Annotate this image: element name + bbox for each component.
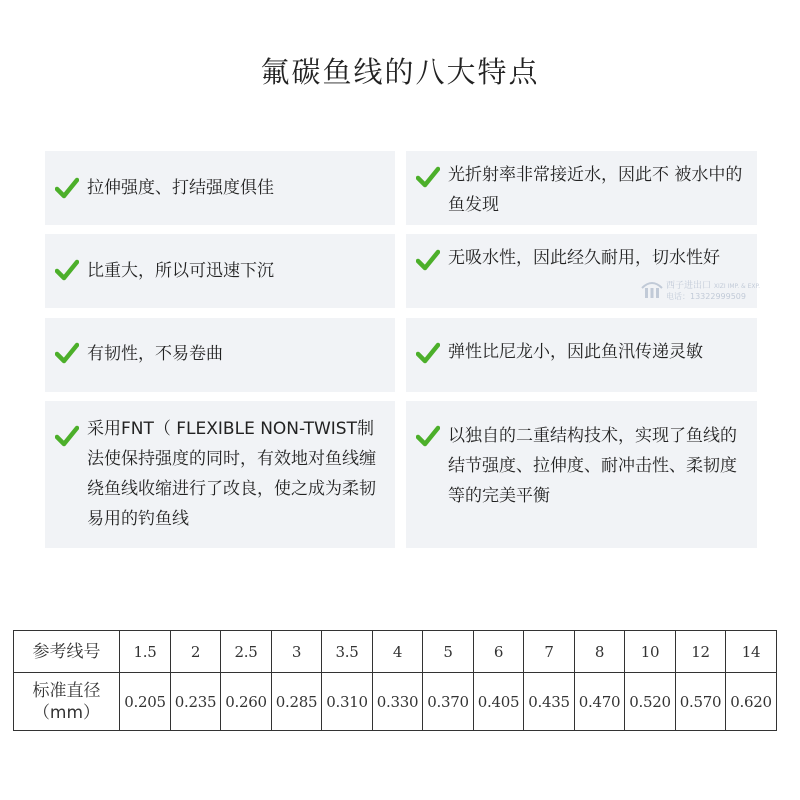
diameter-cell: 0.205 (120, 673, 171, 731)
spec-table (13, 630, 777, 731)
size-cell: 3.5 (322, 631, 373, 673)
diameter-cell: 0.470 (575, 673, 625, 731)
check-icon (416, 425, 440, 447)
feature-text-3: 比重大，所以可迅速下沉 (87, 261, 274, 281)
diameter-cell: 0.405 (474, 673, 524, 731)
feature-text-6: 弹性比尼龙小，因此鱼汛传递灵敏 (448, 342, 703, 362)
size-cell: 7 (524, 631, 575, 673)
diameter-cell: 0.570 (676, 673, 726, 731)
diameter-cell: 0.260 (221, 673, 272, 731)
size-cell: 4 (373, 631, 423, 673)
size-cell: 8 (575, 631, 625, 673)
feature-card-1 (45, 151, 395, 225)
table-header-diameter-unit: （mm） (32, 702, 101, 723)
feature-card-8 (406, 401, 757, 548)
feature-text-1: 拉伸强度、打结强度俱佳 (87, 178, 274, 198)
diameter-cell: 0.370 (423, 673, 474, 731)
watermark-phone: 电话：13322999509 (666, 292, 746, 301)
table-row-diameters (14, 673, 777, 731)
page-title: 氟碳鱼线的八大特点 (260, 55, 540, 89)
diameter-cell: 0.285 (272, 673, 322, 731)
feature-text-5: 有韧性，不易卷曲 (87, 344, 223, 364)
check-icon (416, 342, 440, 364)
size-cell: 12 (676, 631, 726, 673)
size-cell: 10 (625, 631, 676, 673)
watermark-name: 西子进出口 XIZI IMP. & EXP. (666, 281, 761, 291)
table-header-size: 参考线号 (14, 631, 120, 673)
check-icon (55, 177, 79, 199)
feature-text-8: 以独自的二重结构技术，实现了鱼线的结节强度、拉伸度、耐冲击性、柔韧度等的完美平衡 (448, 426, 737, 506)
table-row-sizes (14, 631, 777, 673)
size-cell: 2.5 (221, 631, 272, 673)
table-header-diameter-label: 标准直径 (32, 680, 101, 701)
feature-text-2: 光折射率非常接近水，因此不 被水中的鱼发现 (448, 165, 743, 215)
diameter-cell: 0.435 (524, 673, 575, 731)
size-cell: 5 (423, 631, 474, 673)
feature-card-4 (406, 234, 757, 308)
feature-card-7 (45, 401, 395, 548)
table-header-diameter (14, 673, 120, 731)
feature-card-6 (406, 318, 757, 392)
diameter-cell: 0.620 (726, 673, 777, 731)
size-cell: 1.5 (120, 631, 171, 673)
feature-card-5 (45, 318, 395, 392)
diameter-cell: 0.330 (373, 673, 423, 731)
feature-text-4: 无吸水性，因此经久耐用，切水性好 (448, 248, 720, 268)
check-icon (55, 425, 79, 447)
diameter-cell: 0.235 (171, 673, 221, 731)
feature-card-2 (406, 151, 757, 225)
size-cell: 14 (726, 631, 777, 673)
size-cell: 6 (474, 631, 524, 673)
check-icon (55, 259, 79, 281)
check-icon (55, 342, 79, 364)
feature-text-7: 采用FNT（ FLEXIBLE NON-TWIST制法使保持强度的同时，有效地对鱼线缠绕鱼线收缩进行了改良，使之成为柔韧易用的钓鱼线 (87, 419, 376, 529)
diameter-cell: 0.310 (322, 673, 373, 731)
check-icon (416, 249, 440, 271)
feature-card-3 (45, 234, 395, 308)
diameter-cell: 0.520 (625, 673, 676, 731)
size-cell: 3 (272, 631, 322, 673)
size-cell: 2 (171, 631, 221, 673)
check-icon (416, 166, 440, 188)
